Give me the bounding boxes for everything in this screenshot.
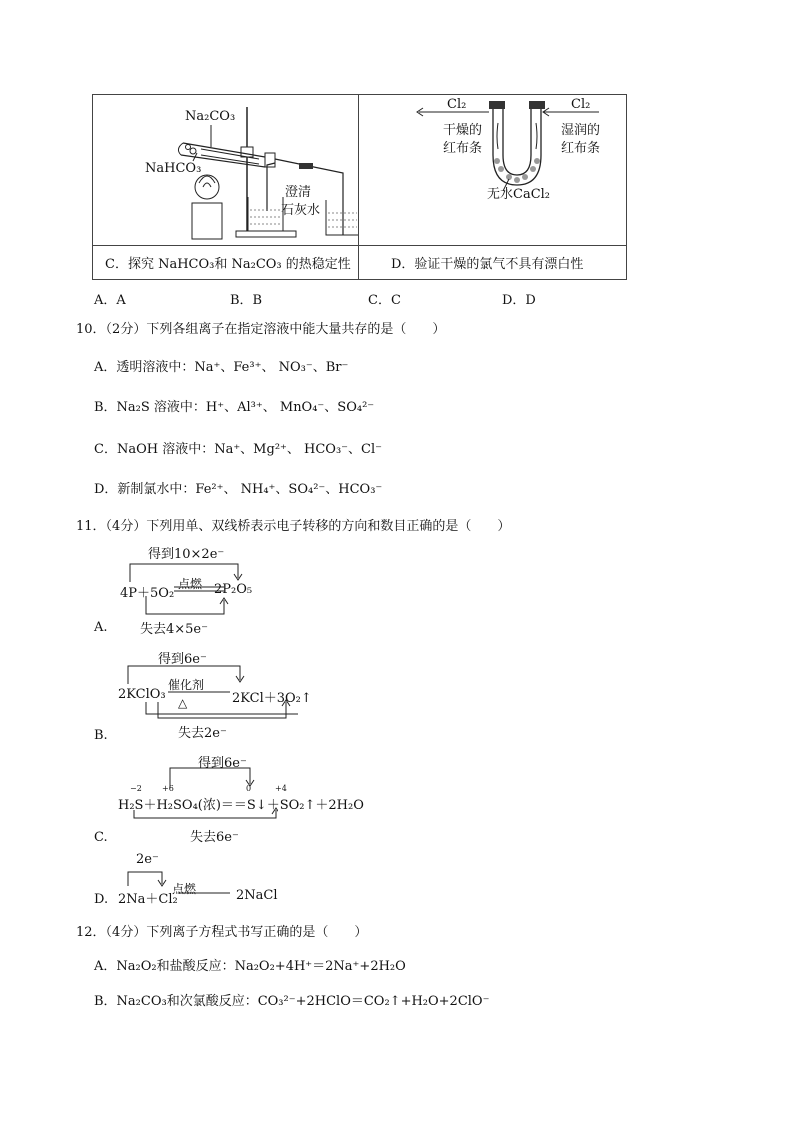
q11-b-lhs: 2KClO₃ <box>118 687 166 702</box>
q10-option-b[interactable]: B．Na₂S 溶液中：H⁺、Al³⁺、 MnO₄⁻、SO₄²⁻ <box>94 400 375 415</box>
caption-d: D．验证干燥的氯气不具有漂白性 <box>391 257 584 272</box>
q11-a-cond: 点燃 <box>178 577 203 591</box>
label-wet-cloth-2: 红布条 <box>561 141 601 156</box>
q11-a-gain: 得到10×2e⁻ <box>148 547 225 562</box>
q11-b-cond-top: 催化剂 <box>168 678 205 692</box>
q11-b-rhs: 2KCl＋3O₂↑ <box>232 691 312 706</box>
q11-c-loss: 失去6e⁻ <box>190 830 239 845</box>
q11-b-label: B. <box>94 728 108 743</box>
label-limewater-2: 石灰水 <box>281 203 321 218</box>
caption-c: C．探究 NaHCO₃和 Na₂CO₃ 的热稳定性 <box>105 257 351 272</box>
q11-b-cond-bottom: △ <box>178 696 188 710</box>
q12-stem: 12．（4分）下列离子方程式书写正确的是（ ） <box>76 925 368 940</box>
q12-option-b[interactable]: B．Na₂CO₃和次氯酸反应：CO₃²⁻+2HClO＝CO₂↑+H₂O+2ClO⁻ <box>94 994 490 1009</box>
q12-option-a[interactable]: A．Na₂O₂和盐酸反应：Na₂O₂+4H⁺＝2Na⁺+2H₂O <box>94 959 406 974</box>
q11-stem: 11．（4分）下列用单、双线桥表示电子转移的方向和数目正确的是（ ） <box>76 519 511 534</box>
q11-b-gain: 得到6e⁻ <box>158 652 207 667</box>
q11-a-rhs: 2P₂O₅ <box>214 582 253 597</box>
q11-c-ox2: +6 <box>162 784 174 793</box>
q11-c-ox4: +4 <box>275 784 287 793</box>
q10-option-c[interactable]: C．NaOH 溶液中：Na⁺、Mg²⁺、 HCO₃⁻、Cl⁻ <box>94 442 383 457</box>
q11-c-equation: H₂S＋H₂SO₄(浓)＝＝S↓＋SO₂↑＋2H₂O <box>118 798 364 813</box>
q11-d-rhs: 2NaCl <box>236 888 278 903</box>
q11-d-label: D. <box>94 892 109 907</box>
q11-d-cond: 点燃 <box>172 882 197 896</box>
q11-a-lhs: 4P＋5O₂ <box>120 586 175 601</box>
label-cl2-out: Cl₂ <box>447 97 467 112</box>
q11-d-transfer: 2e⁻ <box>136 852 159 867</box>
q9-option-b[interactable]: B．B <box>230 293 263 308</box>
q10-option-d[interactable]: D．新制氯水中：Fe²⁺、 NH₄⁺、SO₄²⁻、HCO₃⁻ <box>94 482 383 497</box>
q11-b-loss: 失去2e⁻ <box>178 726 227 741</box>
figure-table <box>92 94 627 280</box>
label-dry-cloth-2: 红布条 <box>443 141 483 156</box>
q11-c-ox1: −2 <box>130 784 142 793</box>
q11-a-label: A. <box>94 620 108 635</box>
label-cacl2: 无水CaCl₂ <box>487 187 551 202</box>
q10-stem: 10．（2分）下列各组离子在指定溶液中能大量共存的是（ ） <box>76 322 446 337</box>
label-wet-cloth-1: 湿润的 <box>561 123 601 138</box>
q11-c-gain: 得到6e⁻ <box>198 756 247 771</box>
q11-c-label: C. <box>94 830 108 845</box>
q11-c-ox3: 0 <box>246 784 252 793</box>
q10-option-a[interactable]: A．透明溶液中：Na⁺、Fe³⁺、 NO₃⁻、Br⁻ <box>94 360 349 375</box>
u-tube-apparatus <box>359 95 626 245</box>
label-nahco3: NaHCO₃ <box>145 161 202 176</box>
label-na2co3: Na₂CO₃ <box>185 109 236 124</box>
q9-option-c[interactable]: C．C <box>368 293 401 308</box>
q11-a-loss: 失去4×5e⁻ <box>140 622 208 637</box>
label-cl2-in: Cl₂ <box>571 97 591 112</box>
label-dry-cloth-1: 干燥的 <box>443 123 483 138</box>
q9-option-a[interactable]: A．A <box>94 293 126 308</box>
q9-option-d[interactable]: D．D <box>502 293 536 308</box>
q11-d-lhs: 2Na＋Cl₂ <box>118 892 178 907</box>
label-limewater-1: 澄清 <box>285 185 312 200</box>
